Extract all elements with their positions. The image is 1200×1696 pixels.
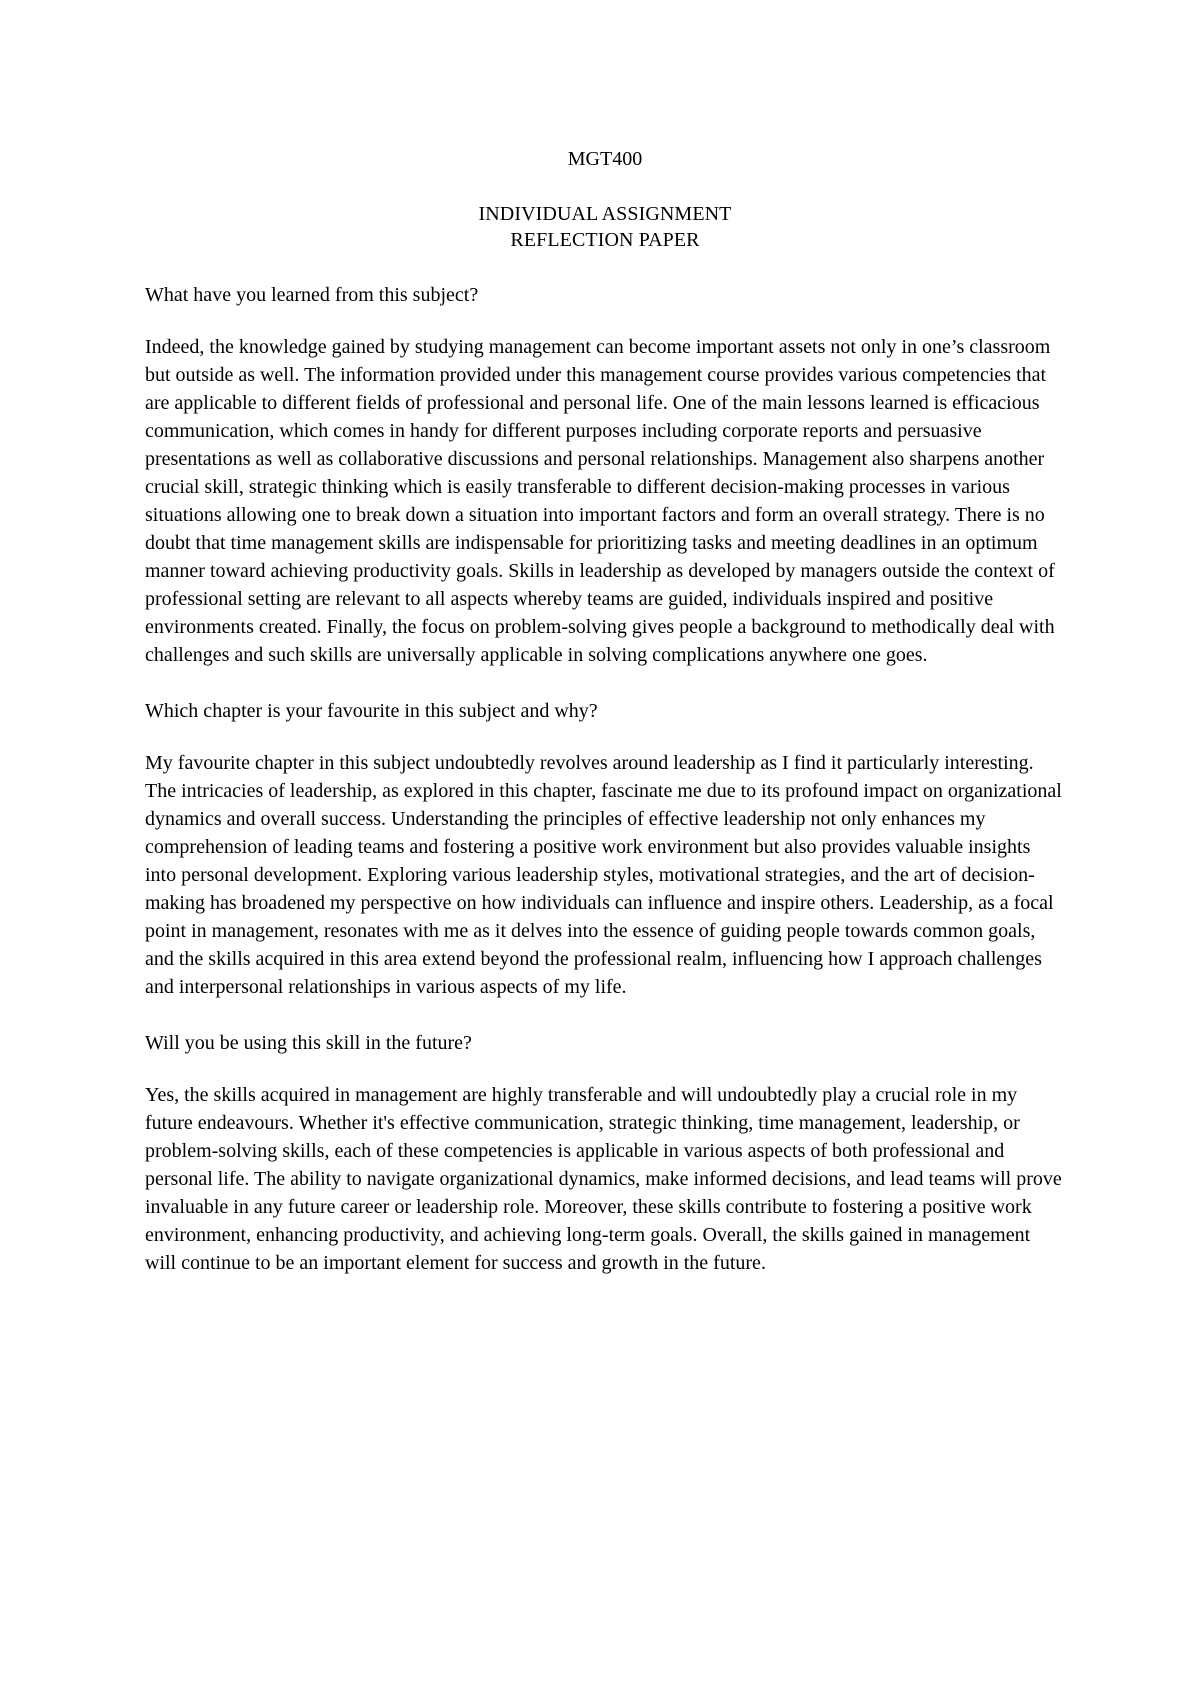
course-code: MGT400	[567, 148, 643, 170]
paper-title: REFLECTION PAPER	[510, 229, 700, 251]
title-block	[145, 145, 1065, 253]
question-learned: What have you learned from this subject?	[145, 284, 479, 306]
answer-future-use: Yes, the skills acquired in management are highly transferable and will undoubtedly play a crucial role in my future endeavours. Whether it's effective communication, strategic thinking, time management, leadership, or problem-solving skills, each of these competencies is applicable in various aspects of both professional and personal life. The ability to navigate organizational dynamics, make informed decisions, and lead teams will prove invaluable in any future career or leadership role. Moreover, these skills contribute to fostering a positive work environment, enhancing productivity, and achieving long-term goals. Overall, the skills gained in management will continue to be an important element for success and growth in the future.	[145, 1084, 1062, 1274]
answer-favourite-chapter: My favourite chapter in this subject undoubtedly revolves around leadership as I find it particularly interesting. The intricacies of leadership, as explored in this chapter, fascinate me due to its profound impact on organizational dynamics and overall success. Understanding the principles of effective leadership not only enhances my comprehension of leading teams and fostering a positive work environment but also provides valuable insights into personal development. Exploring various leadership styles, motivational strategies, and the art of decision-making has broadened my perspective on how individuals can influence and inspire others. Leadership, as a focal point in management, resonates with me as it delves into the essence of guiding people towards common goals, and the skills acquired in this area extend beyond the professional realm, influencing how I approach challenges and interpersonal relationships in various aspects of my life.	[145, 752, 1062, 998]
answer-learned: Indeed, the knowledge gained by studying management can become important assets not only in one’s classroom but outside as well. The information provided under this management course provides various competencies that are applicable to different fields of professional and personal life. One of the main lessons learned is efficacious communication, which comes in handy for different purposes including corporate reports and persuasive presentations as well as collaborative discussions and personal relationships. Management also sharpens another crucial skill, strategic thinking which is easily transferable to different decision-making processes in various situations allowing one to break down a situation into important factors and form an overall strategy. There is no doubt that time management skills are indispensable for prioritizing tasks and meeting deadlines in an optimum manner toward achieving productivity goals. Skills in leadership as developed by managers outside the context of professional setting are relevant to all aspects whereby teams are guided, individuals inspired and positive environments created. Finally, the focus on problem-solving gives people a background to methodically deal with challenges and such skills are universally applicable in solving complications anywhere one goes.	[145, 336, 1055, 666]
question-future-use: Will you be using this skill in the future?	[145, 1032, 472, 1054]
assignment-title: INDIVIDUAL ASSIGNMENT	[478, 203, 732, 225]
question-favourite-chapter: Which chapter is your favourite in this subject and why?	[145, 700, 598, 722]
document-content	[145, 145, 1065, 1277]
